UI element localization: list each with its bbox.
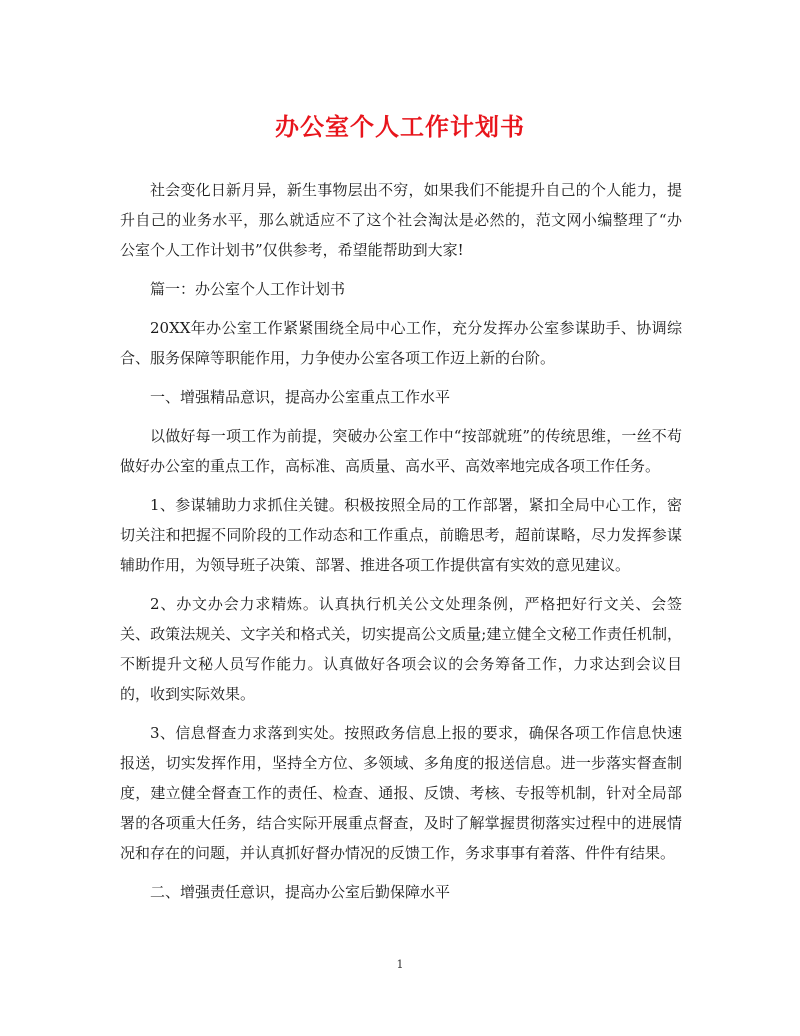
page-number: 1 (396, 958, 404, 971)
section-one-intro-paragraph: 以做好每一项工作为前提，突破办公室工作中“按部就班”的传统思维，一丝不苟做好办公室的重点工作，高标准、高质量、高水平、高效率地完成各项工作任务。 (120, 427, 682, 475)
item-three-paragraph: 3、信息督查力求落到实处。按照政务信息上报的要求，确保各项工作信息快速报送，切实发挥作用，坚持全方位、多领域、多角度的报送信息。进一步落实督查制度，建立健全督查工作的责任、检查、通报、反馈、考核、专报等机制，针对全局部署的各项重大任务，结合实际开展重点督查，及时了解掌握贯彻落实过程中的进展情况和存在的问题，并认真抓好督办情况的反馈工作，务求事事有着落、件件有结果。 (120, 724, 682, 862)
section-heading-one: 一、增强精品意识，提高办公室重点工作水平 (150, 388, 451, 406)
section-heading-part-one: 篇一：办公室个人工作计划书 (150, 280, 346, 298)
document-title: 办公室个人工作计划书 (275, 112, 525, 141)
section-heading-two: 二、增强责任意识，提高办公室后勤保障水平 (150, 883, 451, 901)
item-one-paragraph: 1、参谋辅助力求抓住关键。积极按照全局的工作部署，紧扣全局中心工作，密切关注和把握不同阶段的工作动态和工作重点，前瞻思考，超前谋略，尽力发挥参谋辅助作用，为领导班子决策、部署、推进各项工作提供富有实效的意见建议。 (120, 496, 682, 574)
document-body (120, 175, 682, 916)
overview-paragraph: 20XX年办公室工作紧紧围绕全局中心工作，充分发挥办公室参谋助手、协调综合、服务保障等职能作用，力争使办公室各项工作迈上新的台阶。 (120, 319, 682, 367)
intro-paragraph: 社会变化日新月异，新生事物层出不穷，如果我们不能提升自己的个人能力，提升自己的业务水平，那么就适应不了这个社会淘汰是必然的，范文网小编整理了“办公室个人工作计划书”仅供参考，希望能帮助到大家! (120, 181, 682, 259)
item-two-paragraph: 2、办文办会力求精炼。认真执行机关公文处理条例，严格把好行文关、会签关、政策法规关、文字关和格式关，切实提高公文质量;建立健全文秘工作责任机制，不断提升文秘人员写作能力。认真做好各项会议的会务筹备工作，力求达到会议目的，收到实际效果。 (120, 595, 682, 703)
